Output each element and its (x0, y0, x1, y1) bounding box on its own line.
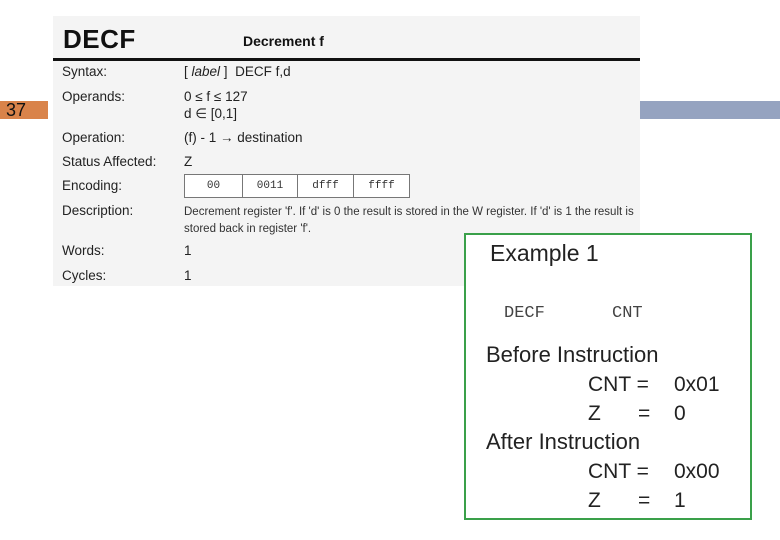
encoding-cell: ffff (354, 175, 410, 198)
operands-line2: d ∈ [0,1] (184, 106, 238, 121)
encoding-cell: dfff (298, 175, 354, 198)
after-cnt-value: 0x00 (674, 460, 720, 483)
operation-label: Operation: (62, 130, 126, 145)
syntax-bracket-close: ] (220, 64, 228, 79)
instruction-title: DECF (63, 24, 136, 54)
words-value: 1 (184, 243, 192, 258)
after-z-equals: = (638, 489, 651, 512)
after-cnt-label: CNT = (588, 460, 649, 483)
operation-value: (f) - 1 → destination (184, 130, 303, 145)
before-heading: Before Instruction (486, 342, 659, 367)
example-title: Example 1 (490, 240, 599, 266)
before-cnt-label: CNT = (588, 373, 649, 396)
after-z-value: 1 (674, 489, 686, 512)
accent-bar (640, 101, 780, 119)
encoding-table (184, 174, 410, 198)
words-label: Words: (62, 243, 105, 258)
example-operand: CNT (612, 304, 643, 323)
operands-label: Operands: (62, 89, 126, 104)
after-heading: After Instruction (486, 429, 641, 454)
before-z-equals: = (638, 402, 651, 425)
encoding-cell: 0011 (243, 175, 298, 198)
syntax-value (184, 64, 291, 79)
operands-line1: 0 ≤ f ≤ 127 (184, 89, 248, 104)
cycles-label: Cycles: (62, 268, 107, 283)
description-label: Description: (62, 203, 134, 218)
cycles-value: 1 (184, 268, 192, 283)
before-cnt-value: 0x01 (674, 373, 720, 396)
syntax-label-word: label (191, 64, 221, 79)
syntax-text: DECF f,d (235, 64, 291, 79)
example-box (464, 233, 752, 520)
encoding-cell: 00 (185, 175, 243, 198)
syntax-bracket-open: [ (184, 64, 192, 79)
before-z-value: 0 (674, 402, 686, 425)
before-z-label: Z (588, 402, 601, 425)
after-z-label: Z (588, 489, 601, 512)
status-value: Z (184, 154, 193, 169)
status-label: Status Affected: (62, 154, 157, 169)
example-instruction: DECF (504, 304, 545, 323)
slide-number: 37 (6, 100, 27, 120)
encoding-label: Encoding: (62, 178, 123, 193)
title-rule (53, 58, 640, 61)
description-value: Decrement register 'f'. If 'd' is 0 the result is stored in the W register. If 'd' is 1 the result is stored back in register 'f'. (184, 206, 634, 235)
syntax-label: Syntax: (62, 64, 108, 79)
instruction-subtitle: Decrement f (243, 33, 324, 49)
